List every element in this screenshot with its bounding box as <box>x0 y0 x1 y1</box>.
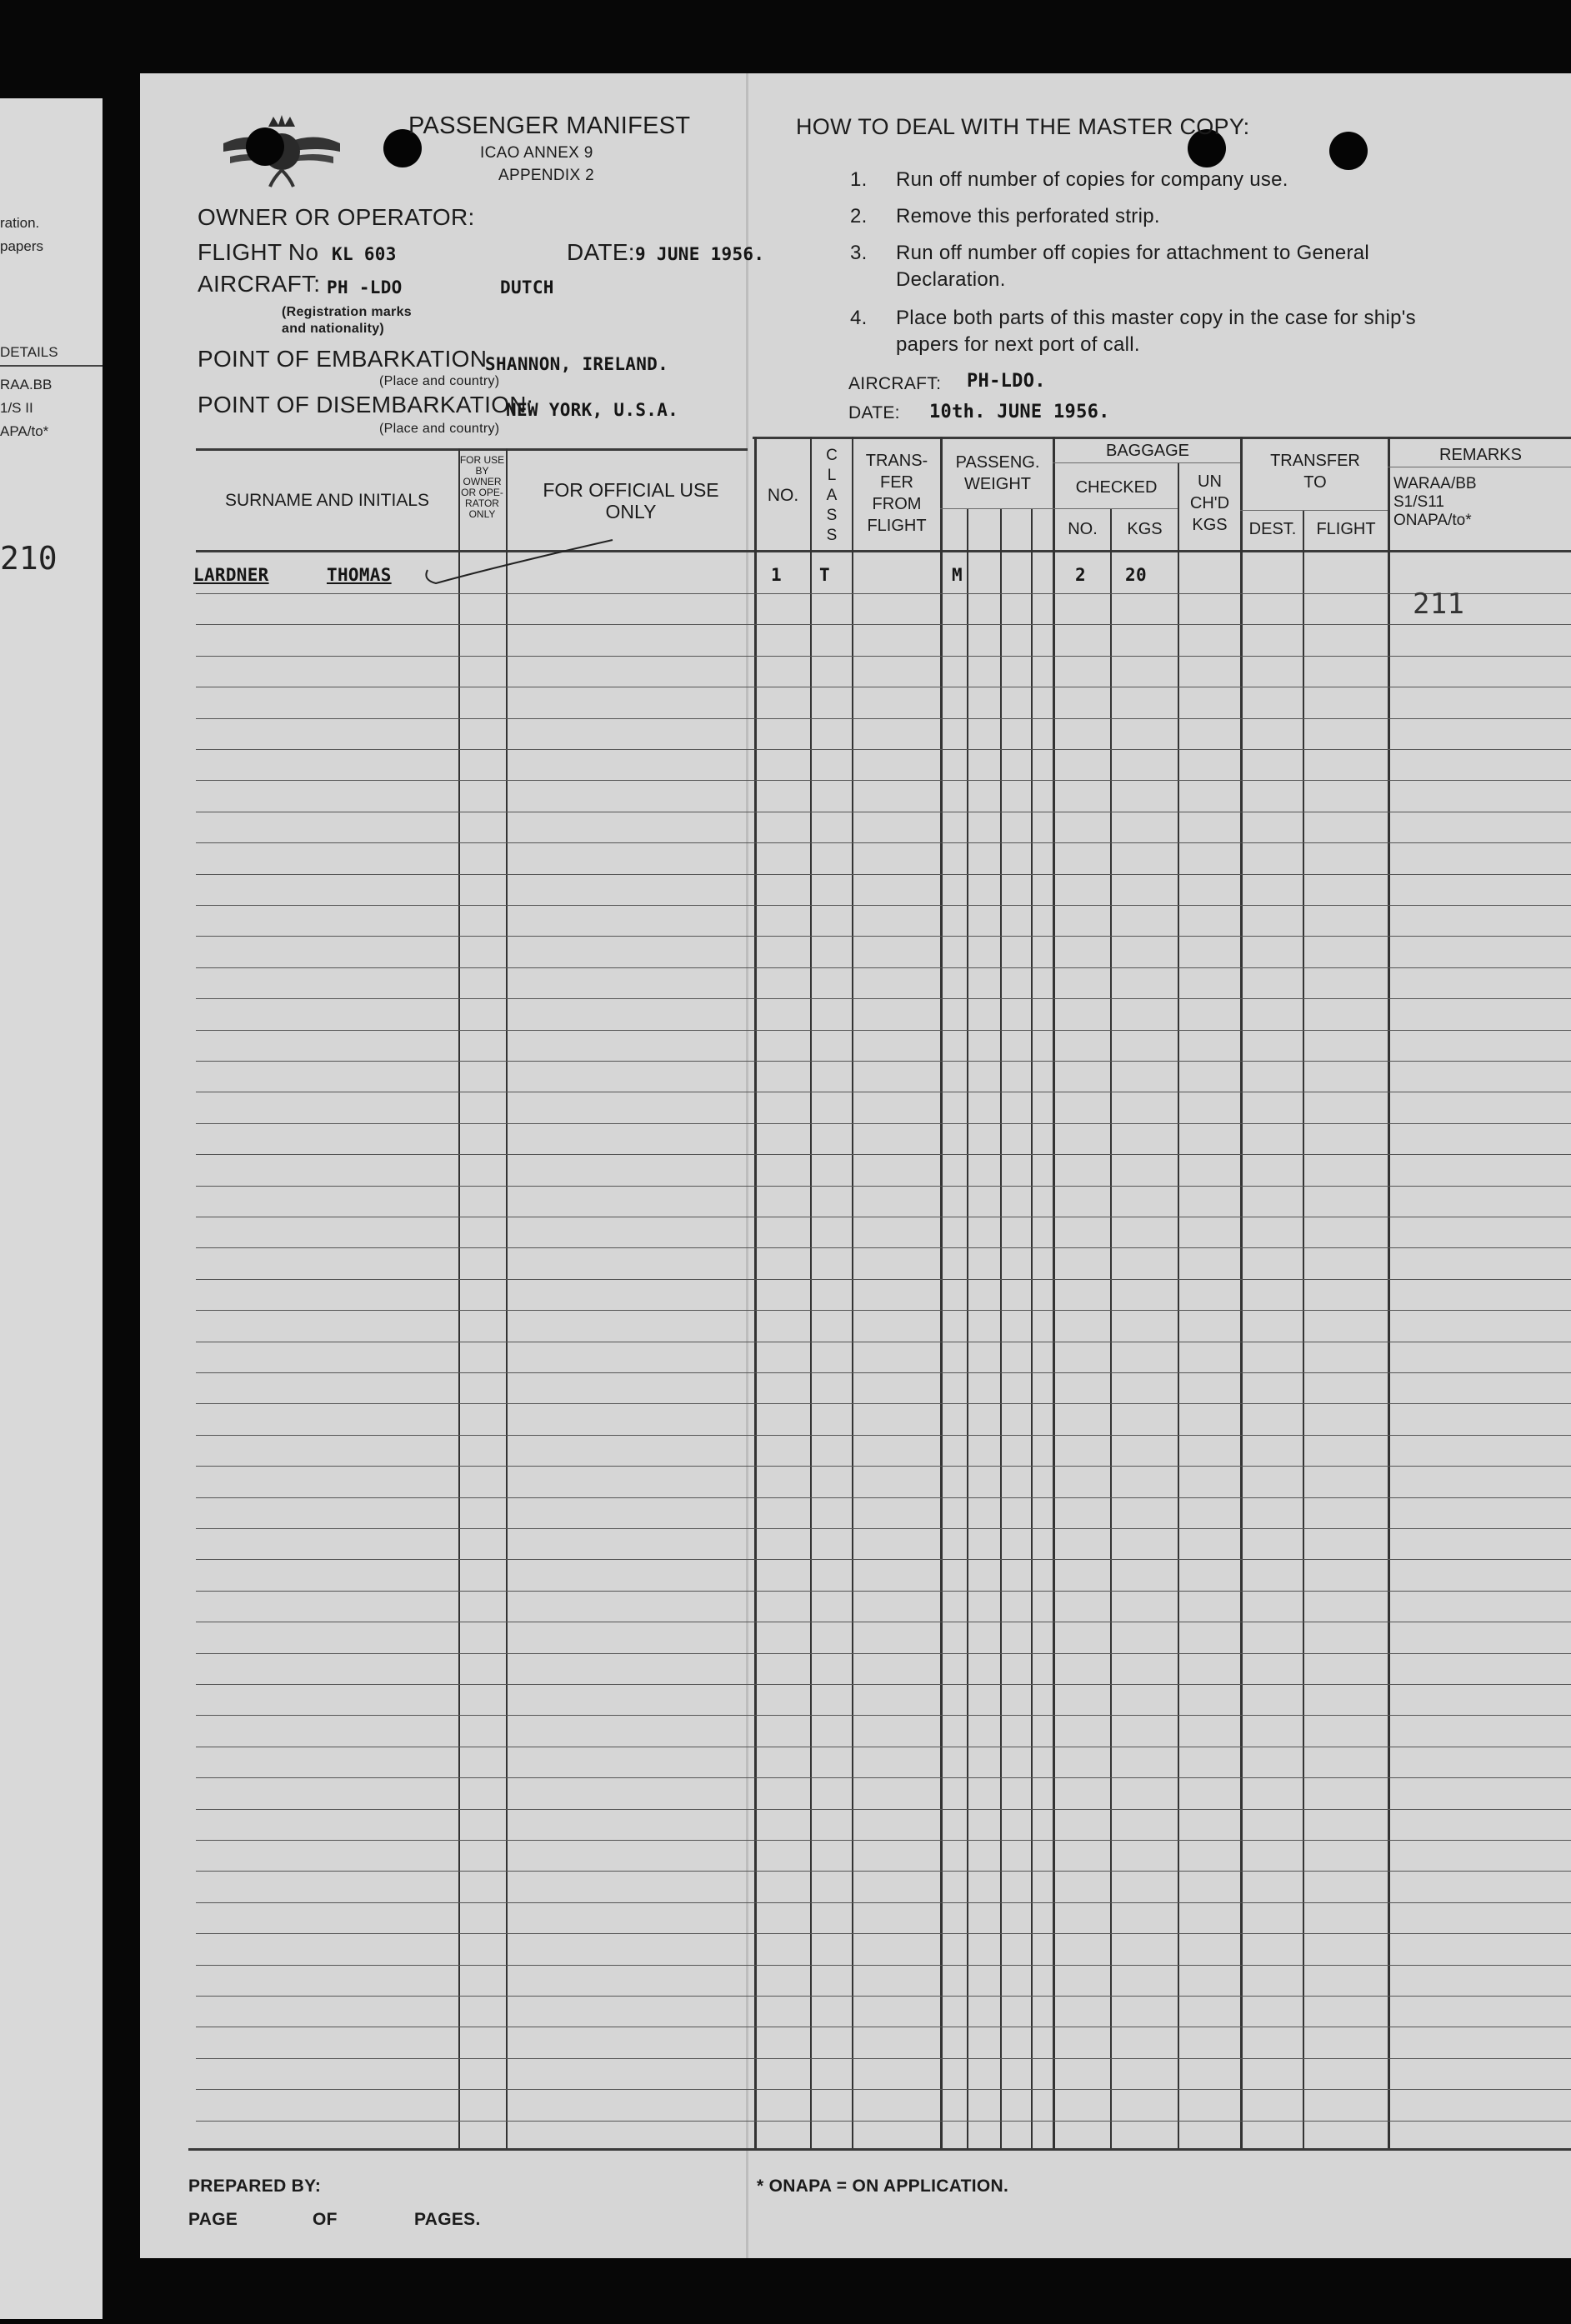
left-torn-strip <box>0 98 103 2319</box>
class-letter-3: A <box>826 487 838 504</box>
row-rule <box>196 874 1571 875</box>
passeng-line-2: WEIGHT <box>964 475 1031 493</box>
check-mark-stroke <box>421 533 621 592</box>
official-line-2: ONLY <box>605 501 657 522</box>
col-divider-owner <box>458 448 460 2148</box>
col-header-bag-kgs: KGS <box>1127 520 1163 538</box>
row-rule <box>196 1403 1571 1404</box>
row-rule <box>196 1559 1571 1560</box>
row-rule <box>196 1154 1571 1155</box>
passeng-line-1: PASSENG. <box>955 453 1040 472</box>
flight-value: KL 603 <box>332 244 397 264</box>
col-header-checked: CHECKED <box>1075 478 1158 497</box>
remarks-code-1: WARAA/BB <box>1393 475 1477 492</box>
registration-note-1: (Registration marks <box>282 305 412 319</box>
owner-use-line-3: OWNER <box>463 476 502 487</box>
of-label: OF <box>313 2210 338 2229</box>
row-rule <box>196 1247 1571 1248</box>
punch-hole-4 <box>1329 132 1368 170</box>
row-rule <box>196 1840 1571 1841</box>
remarks-code-3: ONAPA/to* <box>1393 512 1472 529</box>
embarkation-value: SHANNON, IRELAND. <box>485 354 669 374</box>
mc-date-value: 10th. JUNE 1956. <box>929 402 1110 422</box>
table-top-rule-right <box>753 437 1571 439</box>
col-header-unchd <box>1179 471 1240 536</box>
row-rule <box>196 842 1571 843</box>
col-header-flight: FLIGHT <box>1316 520 1376 538</box>
row-rule <box>196 1435 1571 1436</box>
col-header-transfer-to <box>1243 450 1388 493</box>
row-rule <box>196 1372 1571 1373</box>
remarks-page-number: 211 <box>1413 587 1465 621</box>
transfer-from-line-4: FLIGHT <box>867 517 927 535</box>
col-header-transfer-from <box>853 450 940 537</box>
row-rule <box>196 1809 1571 1810</box>
col-divider-transfer-from <box>852 437 853 2148</box>
col-header-owner-use <box>458 455 506 520</box>
row-rule <box>196 1653 1571 1654</box>
row-rule <box>196 1497 1571 1498</box>
unchd-line-2: CH'D <box>1189 494 1230 512</box>
row-rule <box>196 905 1571 906</box>
col-header-no: NO. <box>767 486 799 505</box>
col-header-class <box>812 446 852 546</box>
passenger-bag-kgs: 20 <box>1125 565 1147 585</box>
passenger-weight: M <box>952 565 963 585</box>
row-rule <box>196 780 1571 781</box>
disembarkation-note: (Place and country) <box>379 422 500 436</box>
owner-use-line-6: ONLY <box>468 508 496 520</box>
punch-hole-1 <box>246 127 284 166</box>
row-rule <box>196 2058 1571 2059</box>
table-bottom-rule <box>188 2148 1571 2151</box>
transfer-to-line-1: TRANSFER <box>1270 452 1360 470</box>
pages-label: PAGES. <box>414 2210 481 2229</box>
mc-aircraft-label: AIRCRAFT: <box>848 374 942 393</box>
strip-text-ration: ration. <box>0 215 40 231</box>
row-rule <box>196 656 1571 657</box>
owner-use-line-5: RATOR <box>465 497 499 509</box>
unchd-line-3: KGS <box>1192 516 1228 534</box>
master-copy-title: HOW TO DEAL WITH THE MASTER COPY: <box>796 114 1250 139</box>
col-header-remarks: REMARKS <box>1439 446 1522 464</box>
row-rule <box>196 593 1571 594</box>
owner-use-line-2: BY <box>475 465 489 477</box>
step-4-text: Place both parts of this master copy in the case for ship's <box>896 307 1416 329</box>
date-value: 9 JUNE 1956. <box>635 244 765 264</box>
row-rule <box>196 998 1571 999</box>
row-rule <box>196 1933 1571 1934</box>
row-rule <box>196 2121 1571 2122</box>
weight-sub-rule <box>940 508 1178 509</box>
step-3-text: Run off number off copies for attachment to General <box>896 242 1370 264</box>
class-letter-4: S <box>826 507 838 524</box>
row-rule <box>196 1965 1571 1966</box>
row-rule <box>196 1591 1571 1592</box>
aircraft-value: PH -LDO <box>327 277 403 297</box>
col-header-remarks-codes <box>1393 475 1571 530</box>
row-rule <box>196 718 1571 719</box>
mc-date-label: DATE: <box>848 403 900 422</box>
col-divider-no <box>754 437 757 2148</box>
embarkation-label: POINT OF EMBARKATION <box>198 346 488 372</box>
col-divider-baggage <box>1053 437 1055 2148</box>
registration-note-2: and nationality) <box>282 322 385 336</box>
strip-text-s11: 1/S II <box>0 400 33 416</box>
step-2-text: Remove this perforated strip. <box>896 205 1160 227</box>
row-rule <box>196 624 1571 625</box>
col-divider-remarks <box>1388 437 1390 2148</box>
step-1-num: 1. <box>850 168 868 191</box>
appendix: APPENDIX 2 <box>498 167 594 184</box>
official-line-1: FOR OFFICIAL USE <box>543 479 719 501</box>
strip-text-apa: APA/to* <box>0 423 49 439</box>
step-3-num: 3. <box>850 242 868 264</box>
col-header-official <box>508 479 754 522</box>
row-rule <box>196 1279 1571 1280</box>
row-rule <box>196 2089 1571 2090</box>
prepared-by-label: PREPARED BY: <box>188 2177 322 2196</box>
aircraft-label: AIRCRAFT: <box>198 271 321 297</box>
row-rule <box>196 1871 1571 1872</box>
col-divider-unchd <box>1178 462 1179 2148</box>
onapa-note: * ONAPA = ON APPLICATION. <box>757 2177 1009 2196</box>
col-header-baggage: BAGGAGE <box>1105 442 1190 460</box>
step-4-text-2: papers for next port of call. <box>896 333 1140 356</box>
row-rule <box>196 1996 1571 1997</box>
col-header-passeng-weight <box>943 452 1053 495</box>
row-rule <box>196 1466 1571 1467</box>
row-rule <box>196 1528 1571 1529</box>
remarks-code-2: S1/S11 <box>1393 493 1444 511</box>
row-rule <box>196 967 1571 968</box>
class-letter-2: L <box>827 467 837 484</box>
col-divider-class <box>810 437 812 2148</box>
disembarkation-label: POINT OF DISEMBARKATION: <box>198 392 533 417</box>
strip-text-papers: papers <box>0 238 43 254</box>
transfer-sub-rule <box>1240 510 1388 511</box>
row-rule <box>196 1310 1571 1311</box>
row-rule <box>196 1715 1571 1716</box>
class-letter-5: S <box>826 527 838 544</box>
baggage-sub-rule <box>1053 462 1240 463</box>
passenger-initials: THOMAS <box>327 565 392 585</box>
transfer-from-line-3: FROM <box>872 495 922 513</box>
center-fold <box>746 73 748 2258</box>
step-2-num: 2. <box>850 205 868 227</box>
owner-use-line-1: FOR USE <box>459 454 505 466</box>
row-rule <box>196 1030 1571 1031</box>
col-divider-passeng <box>940 437 943 2148</box>
row-rule <box>196 749 1571 750</box>
row-rule <box>196 936 1571 937</box>
strip-text-raa: RAA.BB <box>0 377 53 392</box>
mc-aircraft-value: PH-LDO. <box>967 371 1046 392</box>
passenger-class: T <box>819 565 830 585</box>
disembarkation-value: NEW YORK, U.S.A. <box>506 400 679 420</box>
col-header-surname: SURNAME AND INITIALS <box>224 491 430 510</box>
col-header-dest: DEST. <box>1248 520 1297 538</box>
strip-text-details: DETAILS <box>0 344 58 360</box>
strip-rule <box>0 365 103 367</box>
passenger-surname: LARDNER <box>193 565 269 585</box>
passenger-bag-no: 2 <box>1075 565 1086 585</box>
row-rule <box>196 1902 1571 1903</box>
date-label: DATE: <box>567 239 635 265</box>
owner-use-line-4: OR OPE- <box>461 487 503 498</box>
nationality-value: DUTCH <box>500 277 554 297</box>
strip-page-number: 210 <box>0 540 58 577</box>
owner-label: OWNER OR OPERATOR: <box>198 204 475 230</box>
unchd-line-1: UN <box>1198 472 1222 491</box>
icao-annex: ICAO ANNEX 9 <box>480 144 593 162</box>
col-divider-official <box>506 448 508 2148</box>
manifest-title: PASSENGER MANIFEST <box>408 112 691 139</box>
step-1-text: Run off number of copies for company use. <box>896 168 1288 191</box>
row-rule <box>196 1186 1571 1187</box>
row-rule <box>196 1061 1571 1062</box>
page-label: PAGE <box>188 2210 238 2229</box>
transfer-from-line-1: TRANS- <box>865 452 928 470</box>
table-header-bottom-rule <box>196 550 1571 552</box>
transfer-from-line-2: FER <box>880 473 913 492</box>
table-top-rule-left <box>196 448 748 451</box>
col-divider-transfer-to <box>1240 437 1243 2148</box>
step-4-num: 4. <box>850 307 868 329</box>
row-rule <box>196 1123 1571 1124</box>
passenger-no: 1 <box>771 565 782 585</box>
class-letter-1: C <box>826 447 838 464</box>
transfer-to-line-2: TO <box>1303 473 1327 492</box>
step-3-text-2: Declaration. <box>896 268 1006 291</box>
col-header-bag-no: NO. <box>1068 520 1098 538</box>
flight-label: FLIGHT No <box>198 239 319 265</box>
row-rule <box>196 1777 1571 1778</box>
embarkation-note: (Place and country) <box>379 374 500 388</box>
row-rule <box>196 1684 1571 1685</box>
